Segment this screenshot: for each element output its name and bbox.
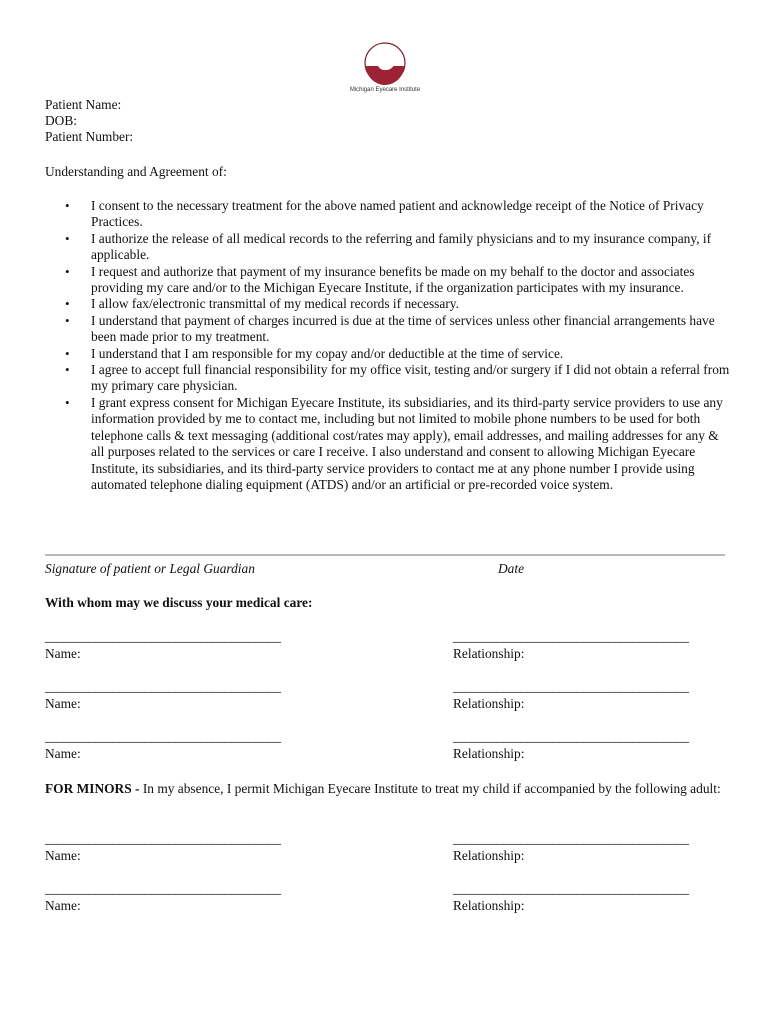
date-label: Date [498, 561, 525, 576]
minors-paragraph [45, 781, 725, 797]
adult-relationship-label: Relationship: [453, 898, 525, 913]
minors-heading: FOR MINORS - [45, 781, 140, 796]
list-item: • I grant express consent for Michigan Eyecare Institute, its subsidiaries, and its third-party service providers to use any information provided by me to contact me, including but not limited to mobile phone numbers to be used for both telephone calls & text messaging (additional cost/rates may apply), email addresses, and mailing addresses for any & all purposes related to the services or care I receive. I also understand and consent to allowing Michigan Eyecare Institute, its subsidiaries, and its third-party service providers to contact me at any phone number I provide using automated telephone dialing equipment (ATDS) and/or an artificial or pre-recorded voice system. [45, 395, 735, 493]
agreement-list [45, 198, 735, 493]
contact-relationship-label: Relationship: [453, 646, 525, 661]
list-item: • I allow fax/electronic transmittal of my medical records if necessary. [45, 296, 735, 312]
contact-name-label: Name: [45, 746, 81, 761]
discuss-heading: With whom may we discuss your medical care: [45, 595, 313, 610]
dob-label: DOB: [45, 113, 77, 128]
list-item: • I authorize the release of all medical records to the referring and family physicians and to my insurance company, if applicable. [45, 231, 735, 264]
contact-name-blank[interactable]: ______________________________________ [45, 629, 281, 644]
contact-relationship-blank[interactable]: ______________________________________ [453, 629, 689, 644]
logo-text: Michigan Eyecare Institute [349, 87, 421, 93]
adult-name-blank[interactable]: ______________________________________ [45, 831, 281, 846]
logo-mark-icon [362, 40, 408, 86]
contact-name-label: Name: [45, 646, 81, 661]
contact-relationship-blank[interactable]: ______________________________________ [453, 679, 689, 694]
agreement-heading: Understanding and Agreement of: [45, 164, 227, 179]
list-item: • I consent to the necessary treatment for the above named patient and acknowledge receipt of the Notice of Privacy Practices. [45, 198, 735, 231]
contact-relationship-label: Relationship: [453, 696, 525, 711]
signature-line[interactable] [45, 554, 725, 556]
adult-relationship-blank[interactable]: ______________________________________ [453, 831, 689, 846]
contact-relationship-blank[interactable]: ______________________________________ [453, 729, 689, 744]
list-item: • I understand that payment of charges incurred is due at the time of services unless other financial arrangements have been made prior to my treatment. [45, 313, 735, 346]
patient-name-label: Patient Name: [45, 97, 122, 112]
adult-name-label: Name: [45, 898, 81, 913]
patient-number-label: Patient Number: [45, 129, 134, 144]
adult-relationship-blank[interactable]: ______________________________________ [453, 881, 689, 896]
minors-text: In my absence, I permit Michigan Eyecare Institute to treat my child if accompanied by the following adult: [139, 781, 721, 796]
list-item: • I request and authorize that payment of my insurance benefits be made on my behalf to the doctor and associates providing my care and/or to the Michigan Eyecare Institute, if the organization participates with my insurance. [45, 264, 735, 297]
contact-name-blank[interactable]: ______________________________________ [45, 729, 281, 744]
adult-relationship-label: Relationship: [453, 848, 525, 863]
contact-relationship-label: Relationship: [453, 746, 525, 761]
list-item: • I understand that I am responsible for my copay and/or deductible at the time of service. [45, 346, 735, 362]
contact-name-blank[interactable]: ______________________________________ [45, 679, 281, 694]
signature-label: Signature of patient or Legal Guardian [45, 561, 255, 576]
adult-name-blank[interactable]: ______________________________________ [45, 881, 281, 896]
adult-name-label: Name: [45, 848, 81, 863]
logo [340, 40, 430, 100]
contact-name-label: Name: [45, 696, 81, 711]
list-item: • I agree to accept full financial responsibility for my office visit, testing and/or surgery if I did not obtain a referral from my primary care physician. [45, 362, 735, 395]
